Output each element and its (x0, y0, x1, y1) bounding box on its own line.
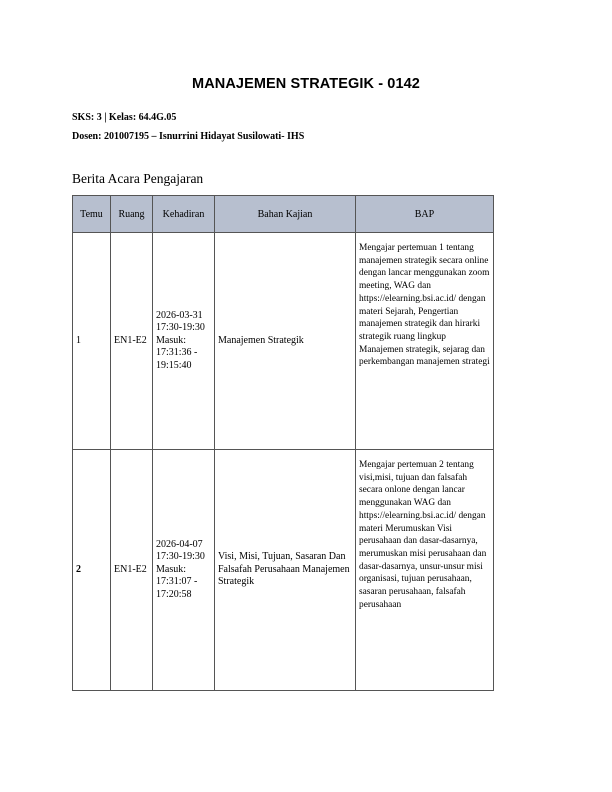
col-header-bap: BAP (356, 196, 494, 233)
table-row (73, 233, 494, 450)
col-header-ruang: Ruang (111, 196, 153, 233)
cell-temu: 2 (73, 450, 111, 691)
cell-bahan-kajian: Visi, Misi, Tujuan, Sasaran Dan Falsafah Perusahaan Manajemen Strategik (215, 450, 356, 691)
table-header-row (73, 196, 494, 233)
cell-kehadiran: 2026-04-07 17:30-19:30 Masuk: 17:31:07 - 17:20:58 (153, 450, 215, 691)
col-header-temu: Temu (73, 196, 111, 233)
cell-bap: Mengajar pertemuan 2 tentang visi,misi, tujuan dan falsafah secara onlone dengan lancar menggunakan WAG dan https://elearning.bsi.ac.id/ dengan materi Merumuskan Visi perusahaan dan dasar-dasarnya, merumuskan misi perusahaan dan dasar-dasarnya, unsur-unsur misi organisasi, tujuan perusahaan, sasaran perusahaan, falsafah perusahaan (356, 450, 494, 691)
sks-kelas-line: SKS: 3 | Kelas: 64.4G.05 (72, 112, 177, 123)
dosen-line: Dosen: 201007195 – Isnurrini Hidayat Susilowati- IHS (72, 131, 305, 142)
col-header-kehadiran: Kehadiran (153, 196, 215, 233)
cell-kehadiran: 2026-03-31 17:30-19:30 Masuk: 17:31:36 - 19:15:40 (153, 233, 215, 450)
cell-bahan-kajian: Manajemen Strategik (215, 233, 356, 450)
page-title: MANAJEMEN STRATEGIK - 0142 (192, 76, 420, 92)
section-title: Berita Acara Pengajaran (72, 171, 204, 186)
col-header-bahan-kajian: Bahan Kajian (215, 196, 356, 233)
cell-ruang: EN1-E2 (111, 450, 153, 691)
cell-temu: 1 (73, 233, 111, 450)
bap-table (72, 195, 494, 691)
table-row (73, 450, 494, 691)
cell-bap: Mengajar pertemuan 1 tentang manajemen strategik secara online dengan lancar menggunakan zoom meeting, WAG dan https://elearning.bsi.ac.id/ dengan materi Sejarah, Pengertian manajemen strategik dan hirarki strategik ruang lingkup Manajemen strategik, sejarag dan perkembangan manajemen strategi (356, 233, 494, 450)
cell-ruang: EN1-E2 (111, 233, 153, 450)
